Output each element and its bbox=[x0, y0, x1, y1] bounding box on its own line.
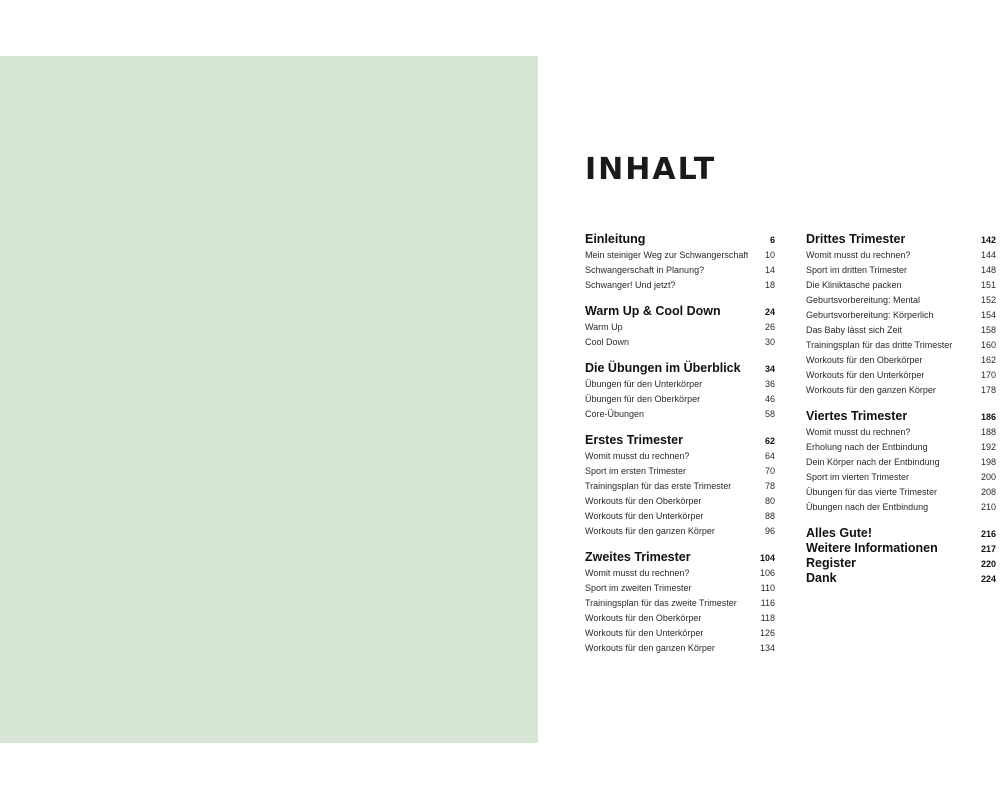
toc-entry[interactable] bbox=[585, 581, 775, 596]
entry-title: Workouts für den ganzen Körper bbox=[585, 526, 715, 536]
entry-title: Trainingsplan für das zweite Trimester bbox=[585, 598, 737, 608]
entry-title: Workouts für den Oberkörper bbox=[585, 613, 702, 623]
entry-page-number: 78 bbox=[764, 481, 775, 491]
entry-title: Workouts für den Unterkörper bbox=[585, 511, 704, 521]
chapter-page-number: 62 bbox=[764, 436, 775, 446]
entry-title: Übungen für den Unterkörper bbox=[585, 379, 703, 389]
toc-chapter-heading[interactable] bbox=[806, 408, 996, 425]
toc-entry[interactable] bbox=[806, 368, 996, 383]
entry-page-number: 70 bbox=[764, 466, 775, 476]
entry-title: Erholung nach der Entbindung bbox=[806, 442, 928, 452]
toc-entry[interactable] bbox=[806, 383, 996, 398]
toc-section-viertes-trimester bbox=[806, 408, 996, 515]
toc-entry[interactable] bbox=[585, 464, 775, 479]
entry-title: Workouts für den Oberkörper bbox=[806, 355, 923, 365]
entry-page-number: 110 bbox=[760, 583, 775, 593]
entry-page-number: 178 bbox=[980, 385, 996, 395]
entry-title: Sport im dritten Trimester bbox=[806, 265, 908, 275]
chapter-page-number: 104 bbox=[759, 553, 775, 563]
entry-page-number: 106 bbox=[759, 568, 775, 578]
entry-page-number: 162 bbox=[980, 355, 996, 365]
toc-entry[interactable] bbox=[806, 248, 996, 263]
toc-entry[interactable] bbox=[585, 392, 775, 407]
chapter-page-number: 224 bbox=[980, 574, 996, 584]
toc-entry[interactable] bbox=[585, 509, 775, 524]
entry-page-number: 198 bbox=[980, 457, 996, 467]
entry-page-number: 192 bbox=[980, 442, 996, 452]
toc-entry[interactable] bbox=[806, 500, 996, 515]
toc-chapter-heading[interactable] bbox=[585, 432, 775, 449]
entry-page-number: 200 bbox=[980, 472, 996, 482]
toc-section-zweites-trimester bbox=[585, 549, 775, 656]
chapter-page-number: 6 bbox=[769, 235, 775, 245]
entry-page-number: 46 bbox=[764, 394, 775, 404]
entry-page-number: 151 bbox=[980, 280, 996, 290]
toc-entry[interactable] bbox=[585, 479, 775, 494]
entry-title: Schwangerschaft in Planung? bbox=[585, 265, 705, 275]
entry-title: Sport im zweiten Trimester bbox=[585, 583, 692, 593]
entry-title: Schwanger! Und jetzt? bbox=[585, 280, 676, 290]
toc-entry[interactable] bbox=[585, 596, 775, 611]
entry-page-number: 134 bbox=[759, 643, 775, 653]
toc-chapter-heading[interactable] bbox=[806, 231, 996, 248]
entry-page-number: 170 bbox=[980, 370, 996, 380]
toc-entry[interactable] bbox=[806, 353, 996, 368]
toc-entry[interactable] bbox=[585, 377, 775, 392]
entry-title: Sport im ersten Trimester bbox=[585, 466, 687, 476]
chapter-title: Viertes Trimester bbox=[806, 409, 908, 423]
chapter-title: Die Übungen im Überblick bbox=[585, 361, 741, 375]
toc-section-warm-up-cool-down bbox=[585, 303, 775, 350]
chapter-title: Dank bbox=[806, 571, 837, 585]
entry-page-number: 152 bbox=[980, 295, 996, 305]
chapter-title: Einleitung bbox=[585, 232, 646, 246]
toc-entry[interactable] bbox=[806, 425, 996, 440]
toc-section-die-uebungen-im-ueberblick bbox=[585, 360, 775, 422]
toc-section-drittes-trimester bbox=[806, 231, 996, 398]
entry-title: Workouts für den ganzen Körper bbox=[585, 643, 715, 653]
entry-page-number: 160 bbox=[980, 340, 996, 350]
entry-title: Workouts für den Unterkörper bbox=[585, 628, 704, 638]
chapter-page-number: 34 bbox=[764, 364, 775, 374]
entry-page-number: 208 bbox=[980, 487, 996, 497]
entry-page-number: 148 bbox=[980, 265, 996, 275]
toc-entry[interactable] bbox=[806, 455, 996, 470]
entry-page-number: 126 bbox=[759, 628, 775, 638]
entry-title: Trainingsplan für das dritte Trimester bbox=[806, 340, 953, 350]
entry-page-number: 144 bbox=[980, 250, 996, 260]
toc-entry[interactable] bbox=[585, 320, 775, 335]
toc-entry[interactable] bbox=[585, 626, 775, 641]
toc-chapter-heading[interactable] bbox=[585, 303, 775, 320]
entry-title: Geburtsvorbereitung: Körperlich bbox=[806, 310, 934, 320]
entry-title: Womit musst du rechnen? bbox=[806, 250, 911, 260]
entry-title: Dein Körper nach der Entbindung bbox=[806, 457, 940, 467]
entry-title: Warm Up bbox=[585, 322, 623, 332]
entry-title: Das Baby lässt sich Zeit bbox=[806, 325, 903, 335]
toc-entry[interactable] bbox=[585, 335, 775, 350]
entry-title: Trainingsplan für das erste Trimester bbox=[585, 481, 732, 491]
toc-section-dank bbox=[806, 570, 996, 587]
entry-title: Womit musst du rechnen? bbox=[585, 451, 690, 461]
toc-entry[interactable] bbox=[806, 440, 996, 455]
entry-title: Die Kliniktasche packen bbox=[806, 280, 902, 290]
entry-page-number: 10 bbox=[764, 250, 775, 260]
chapter-page-number: 217 bbox=[980, 544, 996, 554]
green-panel bbox=[0, 56, 538, 743]
toc-chapter-heading[interactable] bbox=[806, 570, 996, 587]
toc-chapter-heading[interactable] bbox=[585, 549, 775, 566]
entry-title: Mein steiniger Weg zur Schwangerschaft bbox=[585, 250, 749, 260]
toc-left-column bbox=[585, 231, 775, 666]
entry-title: Übungen für den Oberkörper bbox=[585, 394, 701, 404]
entry-title: Womit musst du rechnen? bbox=[806, 427, 911, 437]
entry-title: Workouts für den Unterkörper bbox=[806, 370, 925, 380]
toc-entry[interactable] bbox=[806, 470, 996, 485]
entry-page-number: 154 bbox=[980, 310, 996, 320]
entry-page-number: 118 bbox=[760, 613, 775, 623]
chapter-title: Zweites Trimester bbox=[585, 550, 691, 564]
entry-title: Sport im vierten Trimester bbox=[806, 472, 910, 482]
chapter-page-number: 142 bbox=[980, 235, 996, 245]
entry-page-number: 36 bbox=[764, 379, 775, 389]
toc-entry[interactable] bbox=[585, 263, 775, 278]
entry-page-number: 188 bbox=[980, 427, 996, 437]
entry-page-number: 58 bbox=[764, 409, 775, 419]
entry-page-number: 30 bbox=[764, 337, 775, 347]
entry-page-number: 158 bbox=[980, 325, 996, 335]
toc-entry[interactable] bbox=[585, 407, 775, 422]
toc-entry[interactable] bbox=[585, 248, 775, 263]
chapter-title: Weitere Informationen bbox=[806, 541, 938, 555]
toc-entry[interactable] bbox=[585, 449, 775, 464]
toc-entry[interactable] bbox=[806, 323, 996, 338]
entry-page-number: 96 bbox=[764, 526, 775, 536]
toc-entry[interactable] bbox=[585, 611, 775, 626]
toc-entry[interactable] bbox=[585, 494, 775, 509]
toc-section-erstes-trimester bbox=[585, 432, 775, 539]
entry-title: Womit musst du rechnen? bbox=[585, 568, 690, 578]
chapter-page-number: 216 bbox=[980, 529, 996, 539]
toc-entry[interactable] bbox=[806, 278, 996, 293]
toc-entry[interactable] bbox=[806, 308, 996, 323]
toc-entry[interactable] bbox=[585, 278, 775, 293]
entry-title: Übungen für das vierte Trimester bbox=[806, 487, 938, 497]
chapter-title: Erstes Trimester bbox=[585, 433, 683, 447]
entry-title: Core-Übungen bbox=[585, 409, 645, 419]
toc-entry[interactable] bbox=[585, 524, 775, 539]
entry-page-number: 26 bbox=[764, 322, 775, 332]
chapter-title: Drittes Trimester bbox=[806, 232, 906, 246]
toc-entry[interactable] bbox=[806, 293, 996, 308]
chapter-title: Warm Up & Cool Down bbox=[585, 304, 721, 318]
entry-page-number: 18 bbox=[764, 280, 775, 290]
chapter-title: Alles Gute! bbox=[806, 526, 872, 540]
entry-page-number: 14 bbox=[764, 265, 775, 275]
toc-entry[interactable] bbox=[585, 566, 775, 581]
chapter-page-number: 24 bbox=[764, 307, 775, 317]
entry-title: Cool Down bbox=[585, 337, 630, 347]
toc-chapter-heading[interactable] bbox=[585, 360, 775, 377]
toc-right-column bbox=[806, 231, 996, 585]
entry-page-number: 116 bbox=[760, 598, 775, 608]
toc-entry[interactable] bbox=[585, 641, 775, 656]
chapter-page-number: 186 bbox=[980, 412, 996, 422]
entry-page-number: 210 bbox=[980, 502, 996, 512]
toc-chapter-heading[interactable] bbox=[585, 231, 775, 248]
entry-page-number: 88 bbox=[764, 511, 775, 521]
chapter-title: Register bbox=[806, 556, 857, 570]
entry-title: Geburtsvorbereitung: Mental bbox=[806, 295, 921, 305]
toc-section-einleitung bbox=[585, 231, 775, 293]
entry-title: Übungen nach der Entbindung bbox=[806, 502, 929, 512]
toc-entry[interactable] bbox=[806, 485, 996, 500]
toc-entry[interactable] bbox=[806, 263, 996, 278]
entry-title: Workouts für den ganzen Körper bbox=[806, 385, 936, 395]
toc-entry[interactable] bbox=[806, 338, 996, 353]
entry-page-number: 64 bbox=[764, 451, 775, 461]
page-title: INHALT bbox=[585, 152, 717, 187]
entry-page-number: 80 bbox=[764, 496, 775, 506]
entry-title: Workouts für den Oberkörper bbox=[585, 496, 702, 506]
chapter-page-number: 220 bbox=[980, 559, 996, 569]
